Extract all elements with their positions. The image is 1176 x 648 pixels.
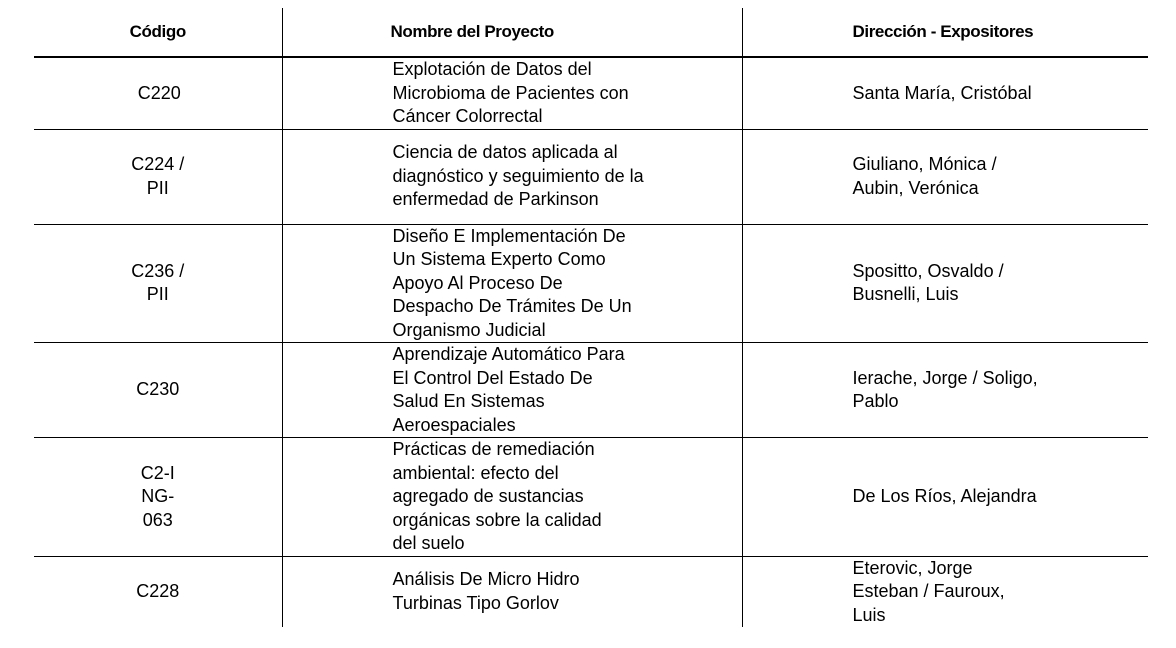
- direction-text: De Los Ríos, Alejandra: [852, 486, 1037, 506]
- cell-code: [34, 343, 282, 438]
- cell-project-name: [282, 129, 742, 224]
- table-body: [34, 57, 1148, 627]
- cell-project-name: [282, 438, 742, 557]
- header-row: [34, 8, 1148, 57]
- table-header: [34, 8, 1148, 57]
- cell-direction: [742, 224, 1148, 343]
- cell-project-name: [282, 57, 742, 129]
- cell-direction: [742, 438, 1148, 557]
- project-name-text: Análisis De Micro Hidro Turbinas Tipo Gorlov: [392, 569, 580, 613]
- table-row: [34, 343, 1148, 438]
- code-text: C228: [136, 581, 180, 601]
- project-name-text: Aprendizaje Automático Para El Control Del Estado De Salud En Sistemas Aeroespaciales: [392, 344, 625, 435]
- code-text: C224 / PII: [131, 154, 185, 198]
- code-text: C236 / PII: [131, 260, 185, 305]
- direction-text: Santa María, Cristóbal: [852, 82, 1032, 103]
- header-direction: Dirección - Expositores: [742, 8, 1148, 57]
- header-project-name: Nombre del Proyecto: [282, 8, 742, 57]
- direction-text: Eterovic, Jorge Esteban / Fauroux, Luis: [852, 557, 1005, 625]
- cell-code: [34, 129, 282, 224]
- project-name-text: Explotación de Datos del Microbioma de Pacientes con Cáncer Colorrectal: [392, 59, 629, 126]
- cell-project-name: [282, 343, 742, 438]
- header-code: Código: [34, 8, 282, 57]
- table-row: [34, 224, 1148, 343]
- cell-direction: [742, 343, 1148, 438]
- code-text: C2-ING-063: [140, 462, 175, 530]
- table-row: [34, 57, 1148, 129]
- code-text: C230: [136, 379, 180, 400]
- table-row: [34, 129, 1148, 224]
- direction-text: Giuliano, Mónica / Aubin, Verónica: [852, 154, 997, 198]
- direction-text: Spositto, Osvaldo / Busnelli, Luis: [852, 260, 1004, 305]
- cell-direction: [742, 57, 1148, 129]
- cell-code: [34, 57, 282, 129]
- cell-direction: [742, 556, 1148, 627]
- cell-code: [34, 556, 282, 627]
- project-name-text: Diseño E Implementación De Un Sistema Experto Como Apoyo Al Proceso De Despacho De Trámites De Un Organismo Judicial: [392, 225, 632, 340]
- direction-text: Ierache, Jorge / Soligo, Pablo: [852, 367, 1038, 411]
- cell-code: [34, 224, 282, 343]
- cell-code: [34, 438, 282, 557]
- cell-direction: [742, 129, 1148, 224]
- project-name-text: Ciencia de datos aplicada al diagnóstico y seguimiento de la enfermedad de Parkinson: [392, 142, 644, 210]
- table-row: [34, 438, 1148, 557]
- table-row: [34, 556, 1148, 627]
- projects-table: [34, 8, 1148, 627]
- cell-project-name: [282, 224, 742, 343]
- code-text: C220: [137, 82, 181, 103]
- project-name-text: Prácticas de remediación ambiental: efecto del agregado de sustancias orgánicas sobre la calidad del suelo: [392, 439, 602, 553]
- cell-project-name: [282, 556, 742, 627]
